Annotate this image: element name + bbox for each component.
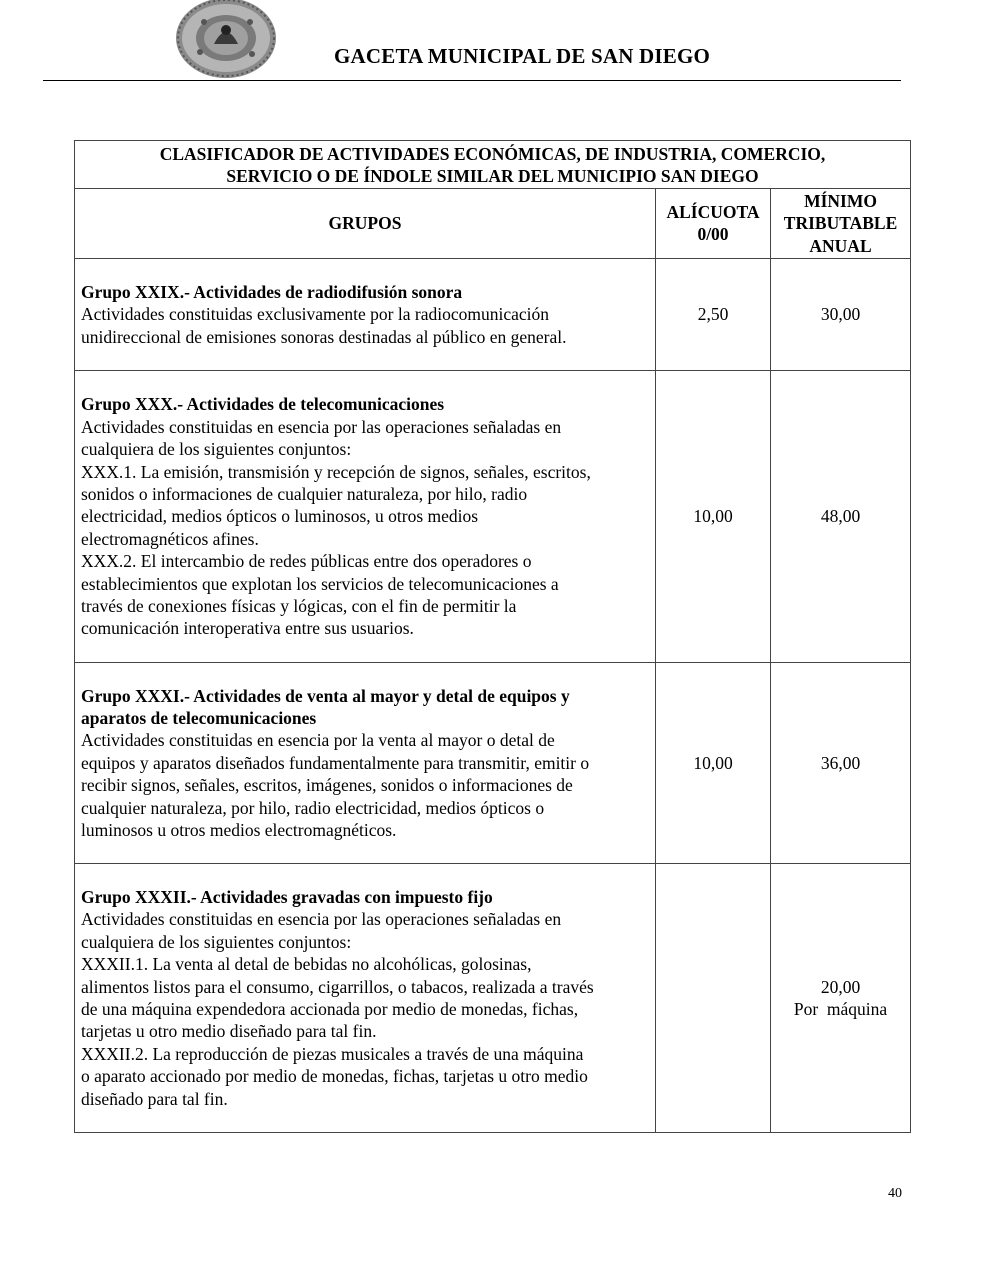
group-text-line: cualquiera de los siguientes conjuntos: bbox=[81, 931, 352, 952]
minimo-value bbox=[771, 864, 911, 1133]
group-description bbox=[75, 864, 656, 1133]
column-header-line: ANUAL bbox=[809, 235, 872, 256]
group-text-line: electromagnéticos afines. bbox=[81, 528, 259, 549]
group-text-line: de una máquina expendedora accionada por medio de monedas, fichas, bbox=[81, 999, 579, 1020]
column-header-line: 0/00 bbox=[697, 224, 729, 245]
group-description bbox=[75, 259, 656, 371]
minimo-value: 36,00 bbox=[771, 663, 911, 864]
group-text-line: cualquiera de los siguientes conjuntos: bbox=[81, 439, 352, 460]
column-header-line: ALÍCUOTA bbox=[666, 202, 760, 223]
table-row bbox=[75, 663, 911, 864]
group-text-line: recibir signos, señales, escritos, imágenes, sonidos o informaciones de bbox=[81, 775, 573, 796]
minimo-note: Por máquina bbox=[793, 999, 888, 1020]
group-description bbox=[75, 663, 656, 864]
group-text-line: Actividades constituidas en esencia por las operaciones señaladas en bbox=[81, 909, 562, 930]
table-row bbox=[75, 259, 911, 371]
group-text-line: alimentos listos para el consumo, cigarrillos, o tabacos, realizada a través bbox=[81, 976, 594, 997]
municipal-seal-icon bbox=[174, 0, 278, 80]
column-header-alicuota bbox=[656, 188, 771, 258]
group-text-line: diseñado para tal fin. bbox=[81, 1088, 228, 1109]
table-row bbox=[75, 371, 911, 663]
classifier-table bbox=[74, 140, 911, 1133]
column-header-line: TRIBUTABLE bbox=[783, 213, 898, 234]
alicuota-value: 10,00 bbox=[656, 371, 771, 663]
group-text-line: XXX.2. El intercambio de redes públicas entre dos operadores o bbox=[81, 551, 532, 572]
group-text-line: establecimientos que explotan los servicios de telecomunicaciones a bbox=[81, 573, 559, 594]
group-text-line: cualquier naturaleza, por hilo, radio electricidad, medios ópticos o bbox=[81, 797, 545, 818]
gazette-title: GACETA MUNICIPAL DE SAN DIEGO bbox=[334, 44, 711, 68]
group-text-line: tarjetas u otro medio diseñado para tal fin. bbox=[81, 1021, 377, 1042]
group-text-line: XXX.1. La emisión, transmisión y recepción de signos, señales, escritos, bbox=[81, 461, 591, 482]
table-title bbox=[75, 141, 911, 189]
group-title: Grupo XXIX.- Actividades de radiodifusión sonora bbox=[81, 281, 463, 302]
alicuota-value: 2,50 bbox=[656, 259, 771, 371]
minimo-value: 30,00 bbox=[771, 259, 911, 371]
group-text-line: XXXII.1. La venta al detal de bebidas no alcohólicas, golosinas, bbox=[81, 954, 532, 975]
group-text-line: o aparato accionado por medio de monedas, fichas, tarjetas u otro medio bbox=[81, 1066, 588, 1087]
table-title-line: SERVICIO O DE ÍNDOLE SIMILAR DEL MUNICIPIO SAN DIEGO bbox=[226, 166, 759, 187]
header-rule bbox=[43, 80, 901, 81]
column-header-label: GRUPOS bbox=[328, 213, 402, 234]
page-number: 40 bbox=[888, 1186, 902, 1201]
group-text-line: sonidos o informaciones de cualquier naturaleza, por hilo, radio bbox=[81, 483, 528, 504]
table-title-row bbox=[75, 141, 911, 189]
group-text-line: Actividades constituidas en esencia por la venta al mayor o detal de bbox=[81, 730, 555, 751]
alicuota-value: 10,00 bbox=[656, 663, 771, 864]
column-header-minimo bbox=[771, 188, 911, 258]
table-row bbox=[75, 864, 911, 1133]
minimo-value: 48,00 bbox=[771, 371, 911, 663]
table-title-line: CLASIFICADOR DE ACTIVIDADES ECONÓMICAS, DE INDUSTRIA, COMERCIO, bbox=[159, 144, 826, 164]
column-header-groups bbox=[75, 188, 656, 258]
group-title: aparatos de telecomunicaciones bbox=[81, 708, 317, 729]
alicuota-value bbox=[656, 864, 771, 1133]
column-header-line: MÍNIMO bbox=[804, 190, 877, 211]
table-header-row bbox=[75, 188, 911, 258]
group-title: Grupo XXXI.- Actividades de venta al mayor y detal de equipos y bbox=[81, 685, 570, 706]
group-text-line: través de conexiones físicas y lógicas, con el fin de permitir la bbox=[81, 595, 517, 616]
group-text-line: equipos y aparatos diseñados fundamentalmente para transmitir, emitir o bbox=[81, 752, 590, 773]
group-text-line: luminosos u otros medios electromagnéticos. bbox=[81, 820, 397, 841]
group-text-line: electricidad, medios ópticos o luminosos, u otros medios bbox=[81, 506, 479, 527]
minimo-amount: 20,00 bbox=[820, 976, 861, 997]
group-text-line: unidireccional de emisiones sonoras destinadas al público en general. bbox=[81, 326, 567, 347]
group-title: Grupo XXXII.- Actividades gravadas con impuesto fijo bbox=[81, 887, 493, 907]
group-description bbox=[75, 371, 656, 663]
group-text-line: comunicación interoperativa entre sus usuarios. bbox=[81, 618, 414, 639]
group-text-line: Actividades constituidas en esencia por las operaciones señaladas en bbox=[81, 416, 562, 437]
group-title: Grupo XXX.- Actividades de telecomunicaciones bbox=[81, 394, 445, 415]
group-text-line: Actividades constituidas exclusivamente por la radiocomunicación bbox=[81, 304, 549, 325]
group-text-line: XXXII.2. La reproducción de piezas musicales a través de una máquina bbox=[81, 1043, 584, 1064]
